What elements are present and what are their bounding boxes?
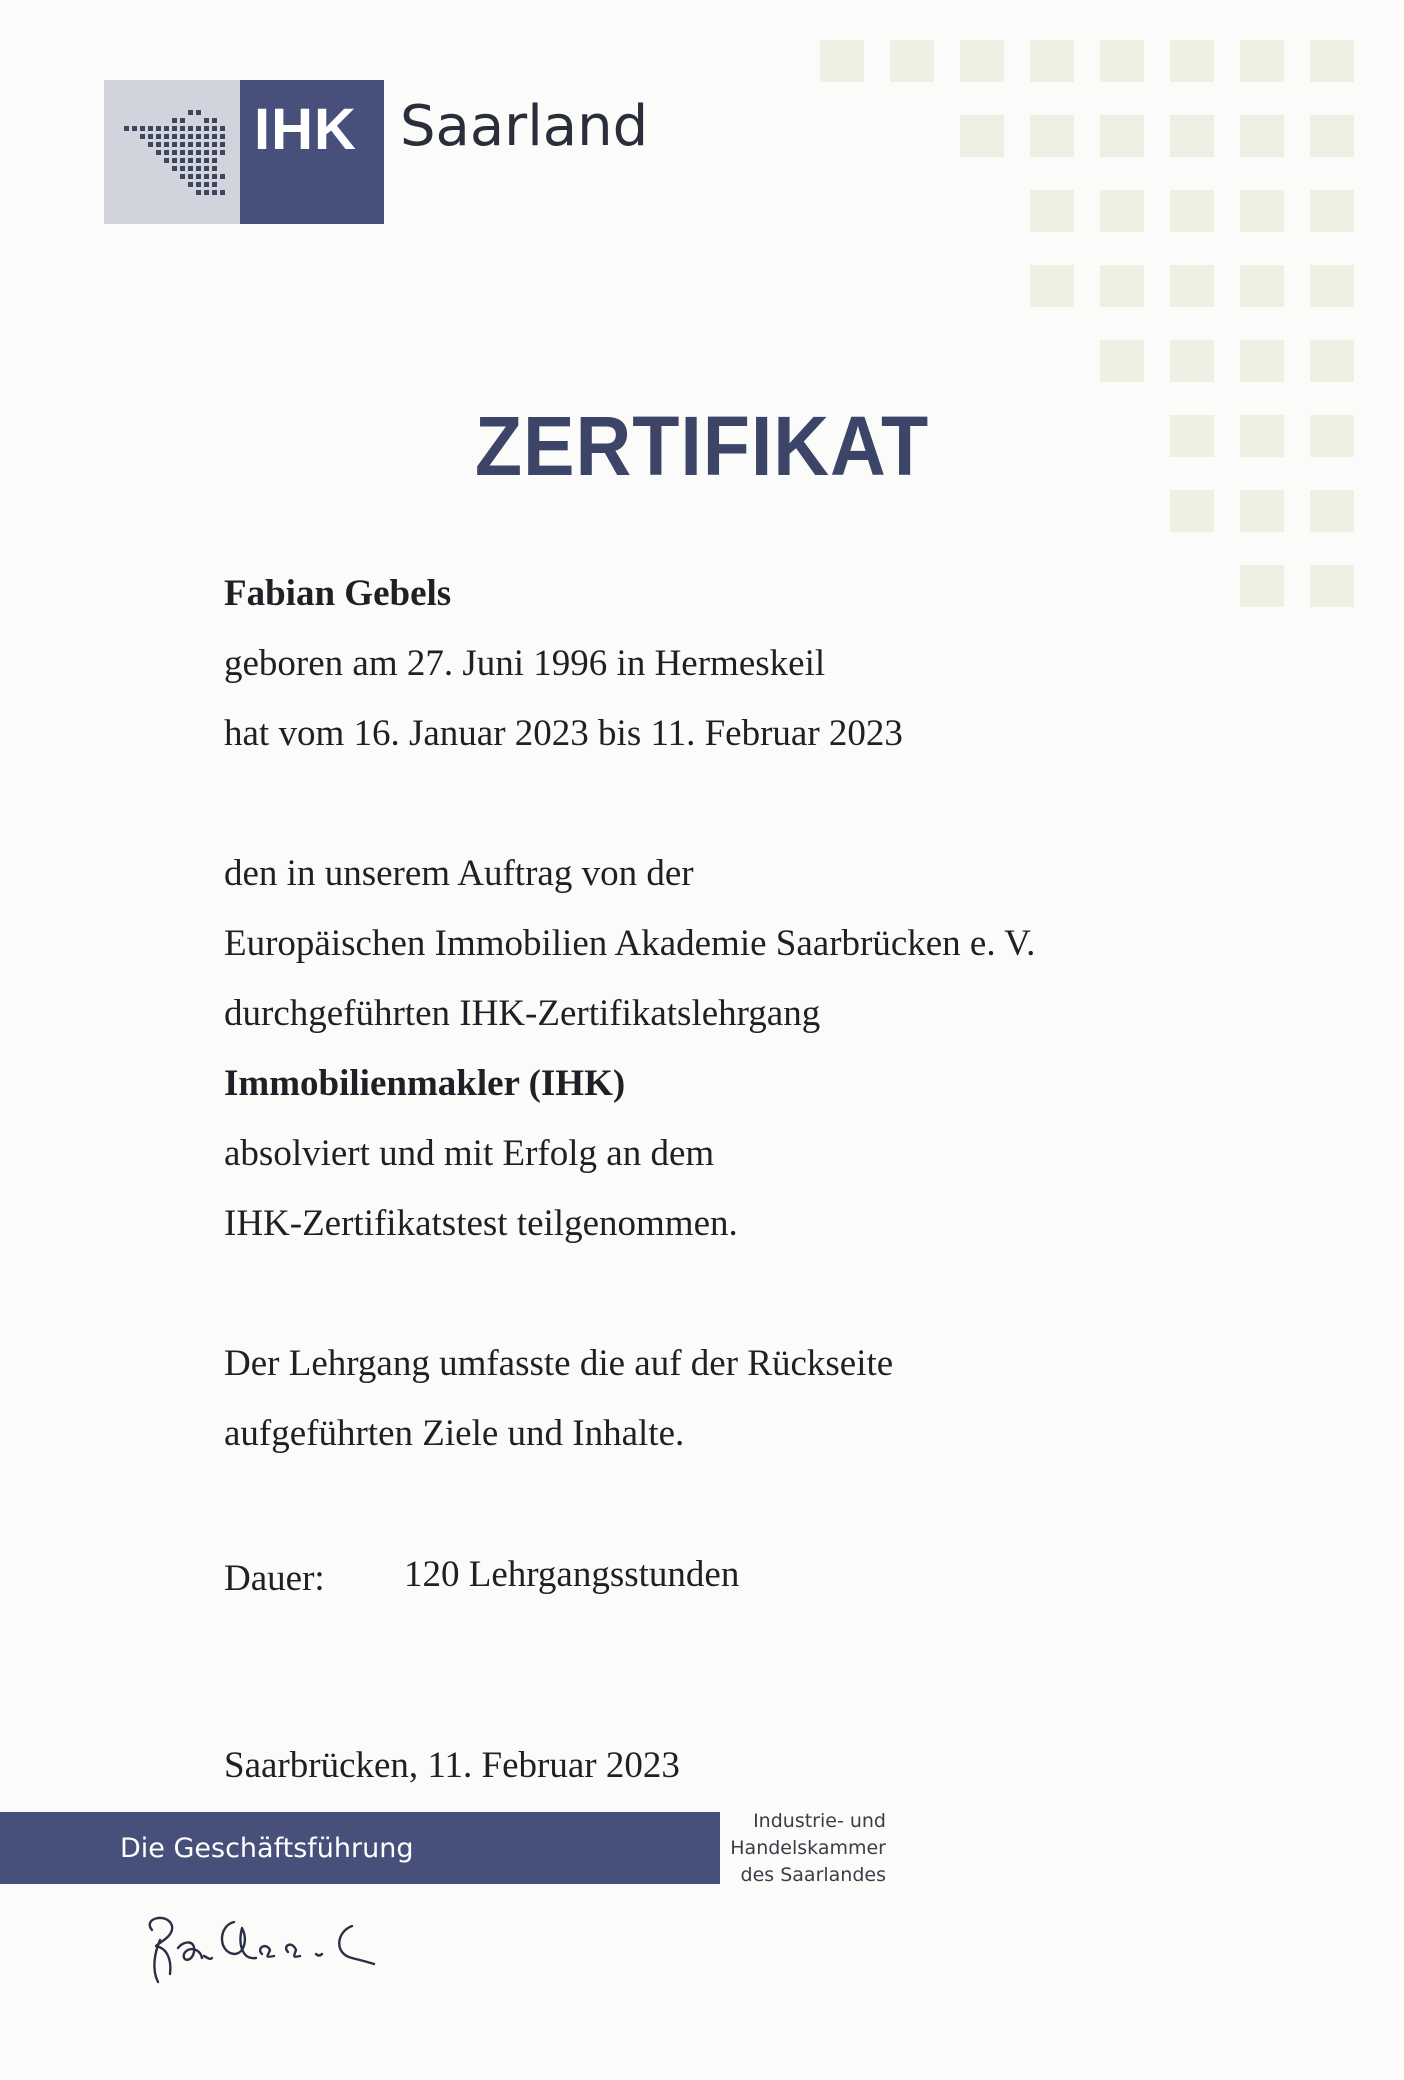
period-line: hat vom 16. Januar 2023 bis 11. Februar 2023 bbox=[224, 713, 903, 754]
body-line-3: durchgeführten IHK-Zertifikatslehrgang bbox=[224, 993, 821, 1034]
contents-line-1: Der Lehrgang umfasste die auf der Rückseite bbox=[224, 1343, 894, 1384]
body-line-1: den in unserem Auftrag von der bbox=[224, 853, 694, 894]
chamber-line-1: Industrie- und bbox=[753, 1810, 886, 1832]
birth-line: geboren am 27. Juni 1996 in Hermeskeil bbox=[224, 643, 826, 684]
management-label: Die Geschäftsführung bbox=[120, 1833, 414, 1864]
handwritten-signature bbox=[138, 1900, 438, 1990]
result-line-2: IHK-Zertifikatstest teilgenommen. bbox=[224, 1203, 738, 1244]
logo-map-panel bbox=[104, 80, 240, 224]
duration-value: 120 Lehrgangsstunden bbox=[404, 1554, 740, 1595]
recipient-name: Fabian Gebels bbox=[224, 573, 452, 614]
logo-ihk-text: IHK bbox=[254, 97, 357, 162]
result-line-1: absolviert und mit Erfolg an dem bbox=[224, 1133, 715, 1174]
course-name: Immobilienmakler (IHK) bbox=[224, 1063, 626, 1104]
body-line-2: Europäischen Immobilien Akademie Saarbrücken e. V. bbox=[224, 923, 1036, 964]
ihk-logo bbox=[104, 80, 384, 224]
chamber-name bbox=[700, 1808, 886, 1889]
chamber-line-3: des Saarlandes bbox=[740, 1864, 886, 1886]
place-date: Saarbrücken, 11. Februar 2023 bbox=[224, 1745, 680, 1786]
duration-label: Dauer: bbox=[224, 1558, 325, 1599]
chamber-line-2: Handelskammer bbox=[730, 1837, 886, 1859]
contents-line-2: aufgeführten Ziele und Inhalte. bbox=[224, 1413, 685, 1454]
saarland-map-icon bbox=[104, 80, 240, 224]
certificate-title: ZERTIFIKAT bbox=[474, 399, 930, 493]
logo-region-text: Saarland bbox=[400, 94, 649, 159]
